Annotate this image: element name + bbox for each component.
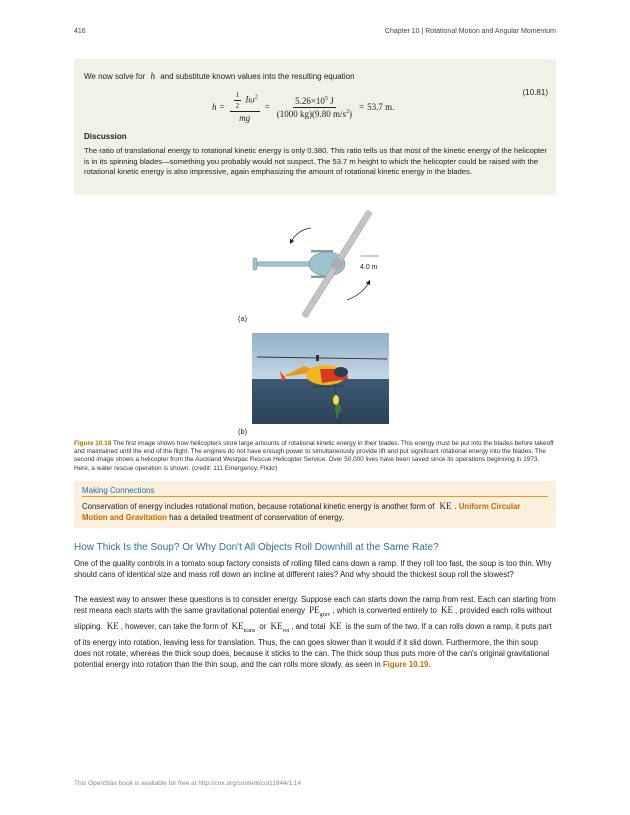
figure-label-a: (a) — [238, 314, 248, 323]
making-connections-divider — [82, 496, 548, 497]
chapter-header: Chapter 10 | Rotational Motion and Angular Momentum — [384, 28, 556, 35]
figure-caption-text: The first image shows how helicopters store large amounts of rotational kinetic energy in their blades. This energy must be put into the blades before takeoff and maintained until the end of the flight. The engines do not have enough power to simultaneously provide lift and put significant rotational energy into the blades. The second image shows a helicopter from the Auckland Westpac Rescue Helicopter Service. Over 50,000 lives have been saved since its operations beginning in 1973. Here, a water rescue operation is shown. (credit: 111 Emergency, Flickr) — [74, 440, 554, 472]
making-connections-box — [74, 481, 556, 528]
solution-intro: We now solve for h and substitute known values into the resulting equation — [84, 71, 355, 81]
equation-10-81: h = $\frac{1}{2}$ $I\omega^2$ mg = $\frac{5.26\times 10^5 J}{(1000 kg)(9.80 m/s^2)}$ = 53.7 m. — [212, 91, 395, 123]
figure-label-b: (b) — [238, 427, 248, 436]
paragraph-1: One of the quality controls in a tomato soup factory consists of rolling filled cans down a ramp. If they roll too fast, the soup is too thin. Why should cans of identical size and mass roll down an incline at different rates? And why should the thickest soup roll the slowest? — [74, 559, 552, 579]
page-footer: This OpenStax book is available for free at http://cnx.org/content/col11844/1.14 — [74, 780, 302, 787]
section-heading: How Thick Is the Soup? Or Why Don't All Objects Roll Downhill at the Same Rate? — [74, 542, 439, 553]
helicopter-rotor-diagram — [249, 206, 389, 318]
equation-fraction-left: $\frac{1}{2}$ $I\omega^2$ mg — [230, 91, 260, 123]
blade-length-label: 4.0 m — [360, 264, 378, 271]
figure-caption — [74, 440, 556, 473]
making-connections-text: Conservation of energy includes rotational motion, because rotational kinetic energy is another form of KE . Uniform Circular Motion and Gravitation has a detailed treatment of conservation of energy. — [82, 501, 521, 522]
making-connections-title: Making Connections — [82, 486, 155, 495]
rotation-arrow-bottom — [347, 282, 369, 300]
rotation-arrow-top — [291, 228, 311, 242]
figure-10-19-link[interactable]: Figure 10.19 — [382, 659, 429, 669]
equation-fraction-right: $\frac{5.26\times 10^5 J}{(1000 kg)(9.80 m/s^2)}$ — [276, 95, 353, 119]
page-number: 416 — [74, 28, 86, 35]
equation-number: (10.81) — [522, 88, 548, 97]
discussion-text: The ratio of translational energy to rotational kinetic energy is only 0.380. This ratio tells us that most of the kinetic energy of the helicopter is in its spinning blades—something you probably would not suspect. The 53.7 m height to which the helicopter could be raised with the rotational kinetic energy is also impressive, again emphasizing the amount of rotational kinetic energy in the blades. — [84, 146, 547, 176]
rescue-helicopter-photo — [252, 333, 389, 424]
uniform-circular-motion-link[interactable]: Uniform Circular Motion and Gravitation — [82, 502, 521, 522]
paragraph-2: The easiest way to answer these questions is to consider energy. Suppose each can starts down the ramp from rest. Each can starting from rest means each starts with the same gravitational potential energy $PE_{grav}$ , which is converted entirely to KE , provided each rolls without slipping. KE , however, can take the form of $KE_{trans}$ or $KE_{rot}$ , and total KE is the sum of the two. If a can rolls down a ramp, it puts part of its energy into rotation, leaving less for translation. Thus, the can goes slower than it would if it slid down. Furthermore, the thin soup does not rotate, whereas the thick soup does, because it sticks to the can. The thick soup thus puts more of the can's original gravitational potential energy into rotation than the thin soup, and the can rolls more slowly, as seen in Figure 10.19. — [74, 595, 556, 669]
discussion-heading: Discussion — [84, 132, 127, 141]
solution-box — [74, 59, 556, 195]
figure-caption-label: Figure 10.18 — [74, 440, 112, 447]
